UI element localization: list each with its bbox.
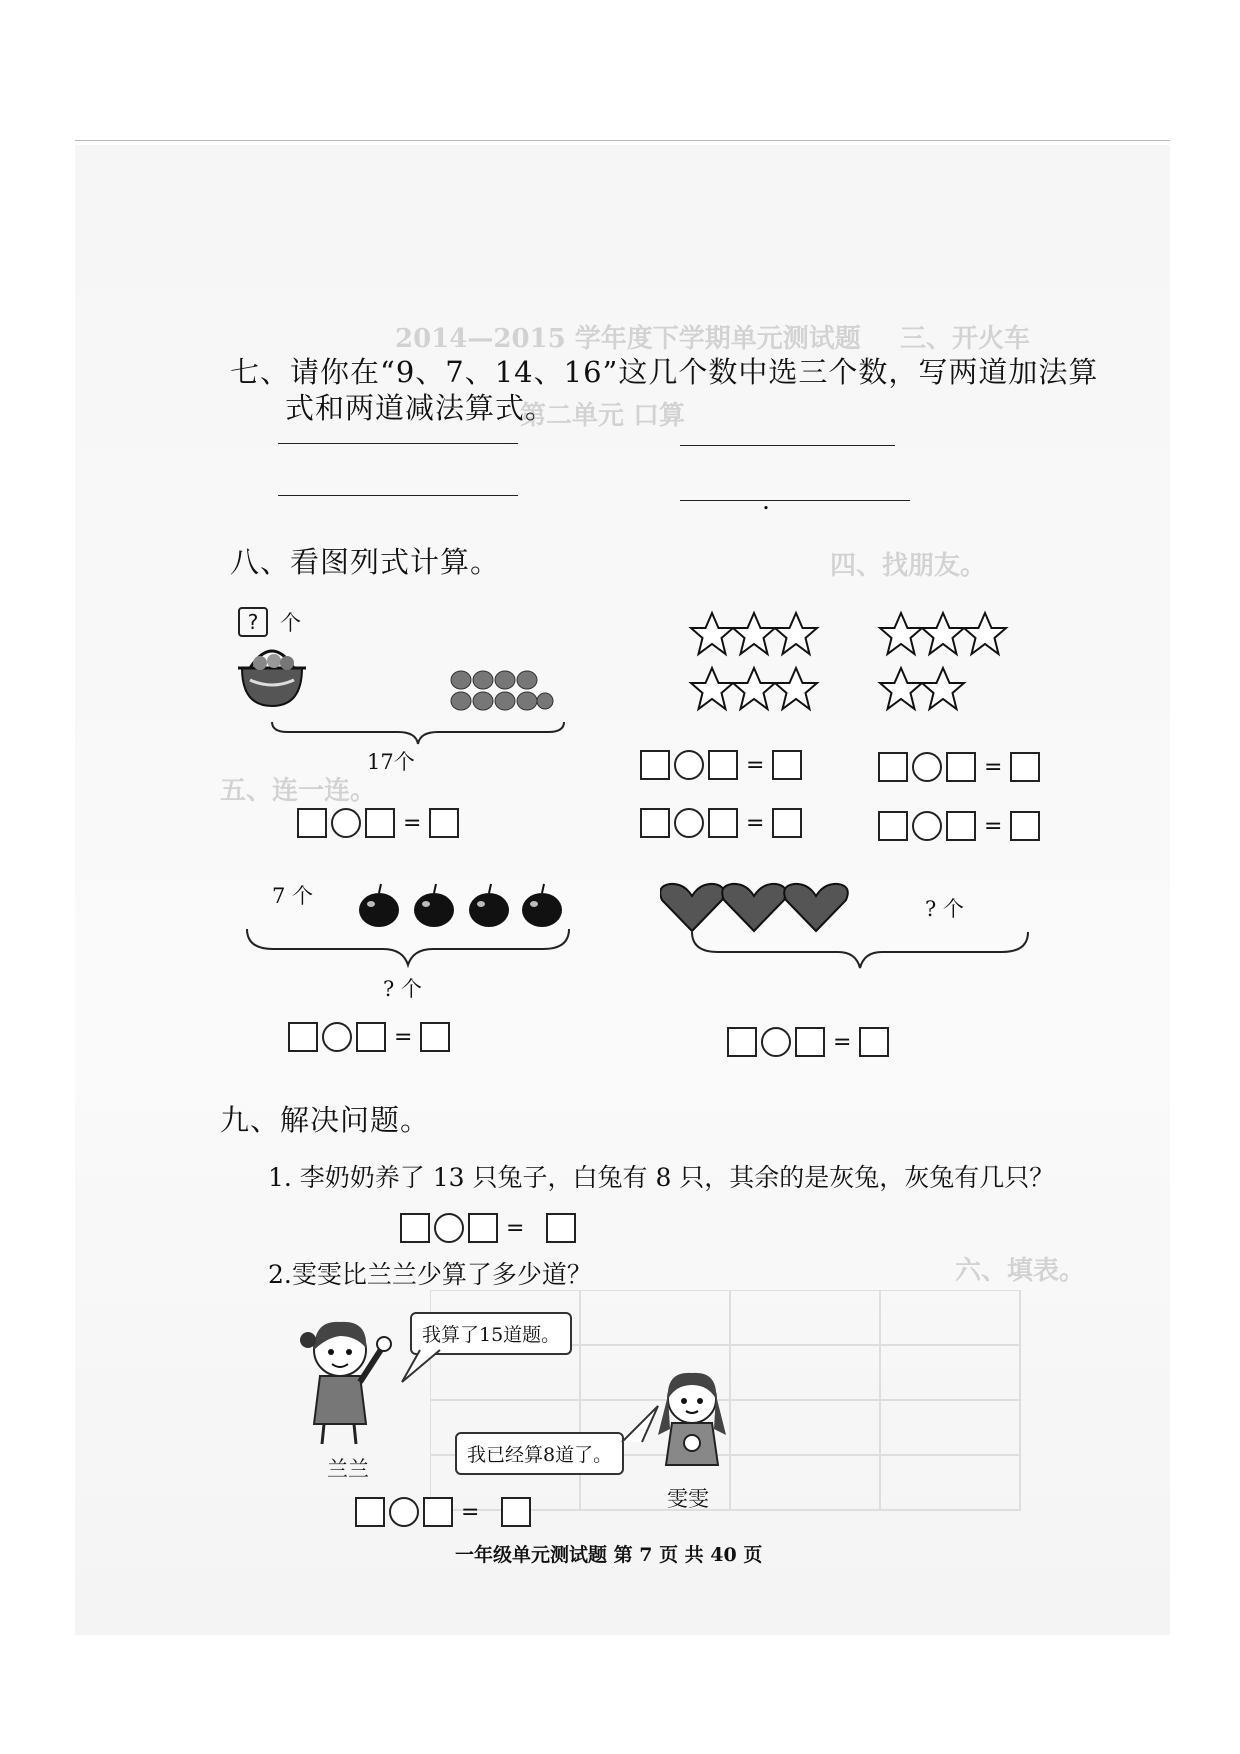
answer-box[interactable]	[708, 750, 738, 780]
operator-circle[interactable]	[912, 752, 942, 782]
answer-box[interactable]	[878, 752, 908, 782]
page-footer: 一年级单元测试题 第 7 页 共 40 页	[455, 1544, 763, 1566]
bleed-q3: 三、开火车	[900, 324, 1031, 354]
girl-lanlan-icon	[300, 1312, 400, 1452]
answer-box[interactable]	[640, 750, 670, 780]
q7-answer-line-4[interactable]	[680, 500, 910, 501]
q8-p2-total: ? 个	[383, 977, 422, 1001]
answer-box[interactable]	[727, 1027, 757, 1057]
equals-sign: =	[403, 810, 422, 836]
stars-group-icon	[688, 605, 1028, 720]
operator-circle[interactable]	[674, 750, 704, 780]
name-wenwen: 雯雯	[667, 1487, 709, 1511]
q8-p1-total: 17个	[367, 750, 415, 774]
q7-stray-mark: .	[762, 486, 770, 515]
equals-sign: =	[984, 813, 1003, 839]
q8-p1-unknown-box: ?	[238, 607, 268, 637]
speech-tail-lanlan	[398, 1348, 448, 1388]
q9-problem-1: 1. 李奶奶养了 13 只兔子，白兔有 8 只，其余的是灰兔，灰兔有几只？	[268, 1163, 1055, 1192]
q7-answer-line-3[interactable]	[278, 495, 518, 496]
q7-answer-line-2[interactable]	[680, 445, 895, 446]
equals-sign: =	[461, 1499, 480, 1525]
operator-circle[interactable]	[322, 1022, 352, 1052]
equals-sign: =	[984, 754, 1003, 780]
q8-p1-brace	[268, 718, 568, 748]
answer-box[interactable]	[356, 1022, 386, 1052]
q8-p2-equation	[288, 1022, 450, 1052]
answer-box[interactable]	[708, 808, 738, 838]
operator-circle[interactable]	[674, 808, 704, 838]
q8-p2-known: 7 个	[272, 884, 314, 908]
equals-sign: =	[394, 1024, 413, 1050]
basket-icon	[232, 640, 312, 710]
answer-box[interactable]	[400, 1213, 430, 1243]
answer-box[interactable]	[878, 811, 908, 841]
answer-box[interactable]	[859, 1027, 889, 1057]
operator-circle[interactable]	[761, 1027, 791, 1057]
bleed-q5: 五、连一连。	[220, 776, 377, 806]
bleed-school-title: 2014—2015 学年度下学期单元测试题	[395, 324, 861, 354]
hearts-group-icon	[660, 880, 850, 935]
q8-p1-equation	[297, 808, 459, 838]
q8-p4-equation	[727, 1027, 889, 1057]
answer-box[interactable]	[640, 808, 670, 838]
q8-p3-equation-3	[640, 808, 802, 838]
answer-box[interactable]	[946, 811, 976, 841]
q8-p1-unit: 个	[280, 611, 301, 635]
speech-bubble-wenwen: 我已经算8道了。	[455, 1432, 624, 1475]
q8-p3-equation-1	[640, 750, 802, 780]
name-lanlan: 兰兰	[327, 1457, 369, 1481]
answer-box[interactable]	[423, 1497, 453, 1527]
speech-bubble-lanlan: 我算了15道题。	[410, 1312, 572, 1355]
answer-box[interactable]	[365, 808, 395, 838]
bleed-q6: 六、填表。	[955, 1256, 1086, 1286]
answer-box[interactable]	[946, 752, 976, 782]
q7-title-continued: 式和两道减法算式。	[285, 391, 556, 425]
q9-problem-2: 2.雯雯比兰兰少算了多少道？	[268, 1260, 592, 1289]
q8-p2-brace	[243, 925, 573, 970]
buns-group-icon	[450, 668, 555, 716]
answer-box[interactable]	[420, 1022, 450, 1052]
operator-circle[interactable]	[434, 1213, 464, 1243]
q7-answer-line-1[interactable]	[278, 443, 518, 444]
equals-sign: =	[746, 810, 765, 836]
bleed-subject: 第二单元 口算	[520, 401, 686, 431]
answer-box[interactable]	[795, 1027, 825, 1057]
answer-box[interactable]	[1010, 811, 1040, 841]
bleed-q4: 四、找朋友。	[830, 551, 987, 581]
operator-circle[interactable]	[331, 808, 361, 838]
q8-p3-equation-2	[878, 752, 1040, 782]
answer-box[interactable]	[297, 808, 327, 838]
answer-box[interactable]	[355, 1497, 385, 1527]
equals-sign: =	[833, 1029, 852, 1055]
answer-box[interactable]	[501, 1497, 531, 1527]
q8-p4-unknown: ? 个	[925, 897, 964, 921]
answer-box[interactable]	[1010, 752, 1040, 782]
answer-box[interactable]	[288, 1022, 318, 1052]
q8-title: 八、看图列式计算。	[230, 545, 501, 579]
operator-circle[interactable]	[912, 811, 942, 841]
answer-box[interactable]	[429, 808, 459, 838]
answer-box[interactable]	[468, 1213, 498, 1243]
q8-p4-brace	[688, 928, 1033, 973]
q8-p3-equation-4	[878, 811, 1040, 841]
operator-circle[interactable]	[389, 1497, 419, 1527]
equals-sign: =	[746, 752, 765, 778]
answer-box[interactable]	[772, 750, 802, 780]
q9-p1-equation	[400, 1213, 576, 1243]
q9-p2-equation	[355, 1497, 531, 1527]
girl-wenwen-icon	[648, 1365, 738, 1485]
answer-box[interactable]	[546, 1213, 576, 1243]
q7-title: 七、请你在“9、7、14、16”这几个数中选三个数，写两道加法算	[230, 355, 1099, 389]
scan-edge-line	[75, 140, 1170, 141]
q9-title: 九、解决问题。	[220, 1103, 431, 1137]
answer-box[interactable]	[772, 808, 802, 838]
equals-sign: =	[506, 1215, 525, 1241]
